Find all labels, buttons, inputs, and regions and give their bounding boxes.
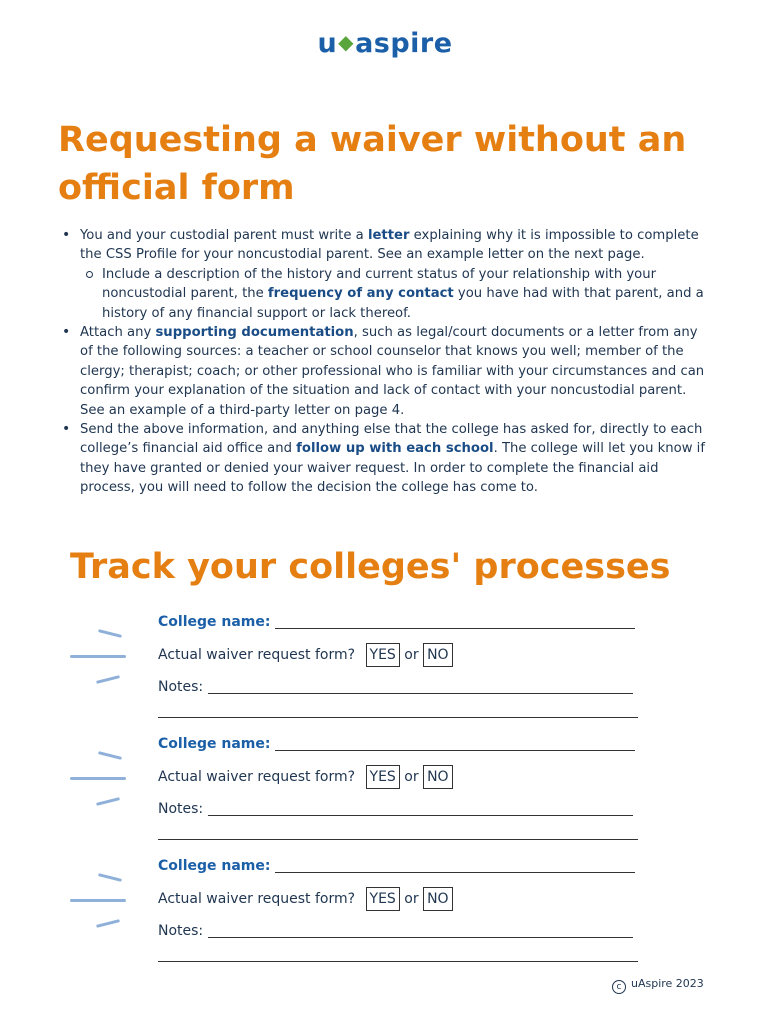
notes-field[interactable] — [208, 815, 633, 816]
logo-aspire: aspire — [355, 28, 453, 59]
uaspire-logo — [0, 28, 770, 59]
logo-u: u — [317, 28, 338, 59]
decorative-lines-icon — [66, 872, 130, 932]
yes-checkbox[interactable]: YES — [366, 643, 400, 667]
bullet-text: Attach any — [80, 325, 156, 341]
college-name-field[interactable] — [275, 628, 635, 629]
college-name-label: College name: — [158, 736, 271, 752]
list-item-documentation — [58, 323, 710, 420]
bullet-text: Send the above information, and anything else that the college has asked for, directly to each college’s financial aid office and — [80, 422, 703, 457]
bullet-emphasis: follow up with each school — [296, 441, 494, 457]
notes-field-line-2[interactable] — [158, 839, 638, 840]
list-item-letter — [58, 226, 710, 323]
copyright-text: uAspire 2023 — [631, 977, 704, 990]
bullet-emphasis: frequency of any contact — [267, 286, 454, 302]
notes-label: Notes: — [158, 801, 204, 817]
college-name-field[interactable] — [275, 750, 635, 751]
page-title: Requesting a waiver without an official form — [58, 120, 687, 208]
bullet-text: , such as legal/court documents or a letter from any of the following sources: a teacher or school counselor that knows you well; member of the clergy; therapist; coach; or other professional who is familiar with your circumstances and can confirm your explanation of the situation and lack of contact with your noncustodial parent. See an example of a third-party letter on page 4. — [80, 325, 705, 418]
yes-checkbox[interactable]: YES — [366, 887, 400, 911]
instructions-list — [58, 226, 710, 498]
bullet-text: You and your custodial parent must write a — [80, 228, 368, 243]
bullet-text: . The college will let you know if they have granted or denied your waiver request. In order to complete the financial aid process, you will need to follow the decision the college has come to. — [80, 441, 705, 496]
notes-field[interactable] — [208, 693, 633, 694]
waiver-form-label: Actual waiver request form? — [158, 769, 356, 785]
waiver-form-label: Actual waiver request form? — [158, 891, 356, 907]
notes-field-line-2[interactable] — [158, 961, 638, 962]
logo-dot-icon: ◆ — [338, 30, 355, 54]
or-text: or — [404, 769, 419, 785]
notes-label: Notes: — [158, 923, 204, 939]
list-item-send — [58, 420, 710, 498]
bullet-text: explaining why it is impossible to complete the CSS Profile for your noncustodial parent. See an example letter on the next page. — [80, 228, 699, 263]
waiver-form-label: Actual waiver request form? — [158, 647, 356, 663]
decorative-lines-icon — [66, 750, 130, 810]
notes-field[interactable] — [208, 937, 633, 938]
no-checkbox[interactable]: NO — [423, 643, 453, 667]
no-checkbox[interactable]: NO — [423, 887, 453, 911]
sub-list-item — [80, 265, 710, 323]
or-text: or — [404, 891, 419, 907]
notes-label: Notes: — [158, 679, 204, 695]
footer-copyright — [612, 977, 704, 994]
decorative-lines-icon — [66, 628, 130, 688]
or-text: or — [404, 647, 419, 663]
notes-field-line-2[interactable] — [158, 717, 638, 718]
track-section-title: Track your colleges' processes — [70, 547, 671, 587]
bullet-emphasis: supporting documentation — [155, 325, 354, 341]
bullet-text: you have had with that parent, and a history of any financial support or lack thereof. — [102, 286, 704, 321]
no-checkbox[interactable]: NO — [423, 765, 453, 789]
sub-list — [80, 265, 710, 323]
college-name-field[interactable] — [275, 872, 635, 873]
bullet-emphasis: letter — [367, 228, 410, 243]
bullet-text: Include a description of the history and current status of your relationship with your noncustodial parent, the — [102, 266, 657, 302]
copyright-icon: c — [612, 980, 626, 994]
college-name-label: College name: — [158, 858, 271, 874]
yes-checkbox[interactable]: YES — [366, 765, 400, 789]
college-name-label: College name: — [158, 614, 271, 630]
